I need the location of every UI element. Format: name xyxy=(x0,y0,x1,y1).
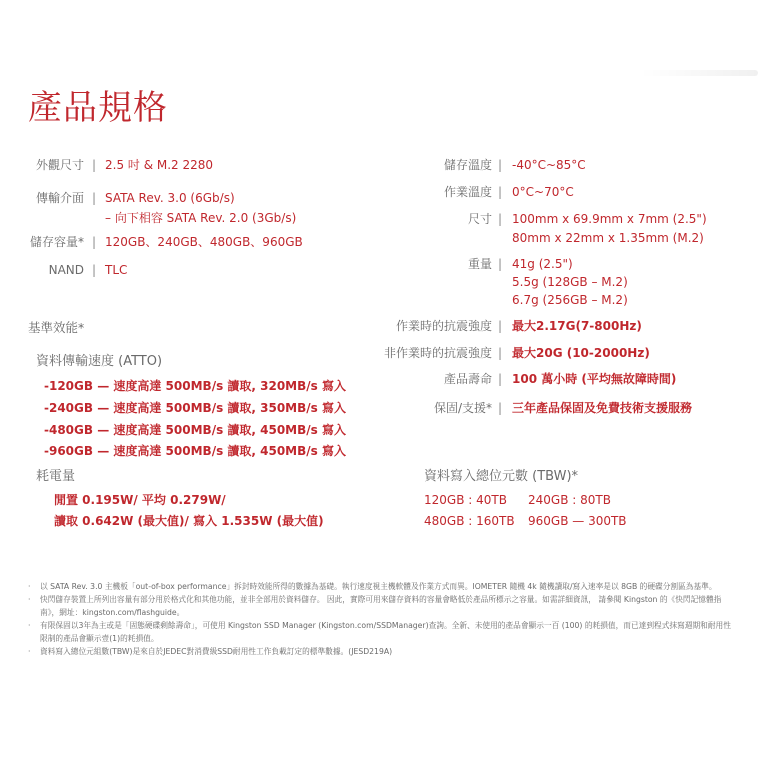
spec-row-interface-continuation xyxy=(0,208,380,228)
page-title: 產品規格 xyxy=(28,88,168,128)
footnotes xyxy=(28,580,736,658)
power-line: 閒置 0.195W/ 平均 0.279W/ xyxy=(54,493,226,507)
performance-line: -120GB — 速度高達 500MB/s 讀取, 320MB/s 寫入 xyxy=(44,379,346,393)
spec-row-shock-non-operating xyxy=(370,343,758,363)
tbw-heading: 資料寫入總位元數 (TBW)* xyxy=(424,469,579,484)
footnote xyxy=(28,645,736,658)
footnote xyxy=(28,619,736,645)
spec-row-form-factor xyxy=(0,155,380,175)
separator: | xyxy=(92,263,97,277)
spec-value: 三年產品保固及免費技術支援服務 xyxy=(512,401,693,415)
spec-value: 80mm x 22mm x 1.35mm (M.2) xyxy=(512,231,704,245)
tbw-value: 480GB : 160TB xyxy=(424,514,515,528)
spec-value: 100 萬小時 (平均無故障時間) xyxy=(512,372,677,386)
spec-label: 作業溫度 xyxy=(443,185,492,199)
spec-row-shock-operating xyxy=(370,316,758,336)
spec-value: SATA Rev. 3.0 (6Gb/s) xyxy=(105,191,235,205)
footnote-text: 資料寫入總位元組數(TBW)是來自於JEDEC對消費級SSD耐用性工作負載訂定的標準數據。(JESD219A) xyxy=(40,647,393,656)
spec-label: 非作業時的抗震強度 xyxy=(383,346,492,360)
spec-value: 0°C~70°C xyxy=(512,185,574,199)
bullet: · xyxy=(28,621,31,630)
bullet: · xyxy=(28,647,31,656)
spec-row-weight-line2 xyxy=(370,272,758,292)
footnote-text: 有限保固以3年為主或是「固態硬碟剩餘壽命」，可使用 Kingston SSD Manager (Kingston.com/SSDManager)查詢。全新、未使用的產品會顯示一百 (100) 的耗損值，而已達到程式抹寫週期和耐用性限制的產品會顯示壹(1)的耗損值。 xyxy=(40,621,731,643)
spec-label: 保固/支援* xyxy=(433,401,492,415)
spec-row-dimensions-line2 xyxy=(370,228,758,248)
spec-row-lifespan xyxy=(370,369,758,389)
separator: | xyxy=(498,346,503,360)
top-shadow-decoration xyxy=(640,70,758,76)
separator: | xyxy=(498,185,503,199)
spec-value: -40°C~85°C xyxy=(512,158,586,172)
performance-line: -480GB — 速度高達 500MB/s 讀取, 450MB/s 寫入 xyxy=(44,423,346,437)
performance-heading: 基準效能* xyxy=(28,320,85,335)
separator: | xyxy=(92,158,97,172)
spec-row-warranty xyxy=(370,398,758,418)
spec-label: 儲存容量* xyxy=(29,235,84,249)
spec-label: 儲存溫度 xyxy=(443,158,492,172)
power-heading: 耗電量 xyxy=(36,469,76,484)
spec-row-weight xyxy=(370,254,758,274)
performance-line: -960GB — 速度高達 500MB/s 讀取, 450MB/s 寫入 xyxy=(44,444,346,458)
spec-row-operating-temp xyxy=(370,182,758,202)
separator: | xyxy=(498,319,503,333)
footnote xyxy=(28,593,736,619)
separator: | xyxy=(92,191,97,205)
spec-value: 2.5 吋 & M.2 2280 xyxy=(105,158,214,172)
spec-value: 6.7g (256GB – M.2) xyxy=(512,293,628,307)
spec-value: 最大20G (10-2000Hz) xyxy=(512,346,650,360)
separator: | xyxy=(498,372,503,386)
footnote xyxy=(28,580,736,593)
separator: | xyxy=(498,401,503,415)
tbw-value: 960GB — 300TB xyxy=(528,514,627,528)
spec-label: 外觀尺寸 xyxy=(35,158,84,172)
spec-label: NAND xyxy=(48,263,84,277)
spec-value: 5.5g (128GB – M.2) xyxy=(512,275,628,289)
footnote-text: 快閃儲存裝置上所列出容量有部分用於格式化和其他功能，並非全部用於資料儲存。 因此，實際可用來儲存資料的容量會略低於產品所標示之容量。如需詳細資訊， 請參閱 Kingston 的《快閃記憶體指南》，網址：kingston.com/flashguide。 xyxy=(40,595,722,617)
performance-subheading: 資料傳輸速度 (ATTO) xyxy=(36,354,163,369)
spec-value: 120GB、240GB、480GB、960GB xyxy=(105,235,303,249)
spec-label: 作業時的抗震強度 xyxy=(395,319,492,333)
spec-label: 傳輸介面 xyxy=(35,191,84,205)
separator: | xyxy=(498,212,503,226)
spec-value: – 向下相容 SATA Rev. 2.0 (3Gb/s) xyxy=(105,211,297,225)
spec-value: 最大2.17G(7-800Hz) xyxy=(512,319,642,333)
footnote-text: 以 SATA Rev. 3.0 主機板「out-of-box performance」拆封時效能所得的數據為基礎。執行速度視主機軟體及作業方式而異。IOMETER 隨機 4k 隨機讀取/寫入速率是以 8GB 的硬碟分割區為基準。 xyxy=(40,582,717,591)
separator: | xyxy=(92,235,97,249)
spec-label: 重量 xyxy=(467,257,492,271)
spec-row-weight-line3 xyxy=(370,290,758,310)
spec-row-storage-temp xyxy=(370,155,758,175)
tbw-value: 240GB : 80TB xyxy=(528,493,611,507)
power-line: 讀取 0.642W (最大值)/ 寫入 1.535W (最大值) xyxy=(54,514,324,528)
spec-row-nand xyxy=(0,260,380,280)
spec-label: 產品壽命 xyxy=(443,372,492,386)
performance-line: -240GB — 速度高達 500MB/s 讀取, 350MB/s 寫入 xyxy=(44,401,346,415)
spec-value: TLC xyxy=(105,263,128,277)
bullet: · xyxy=(28,582,31,591)
tbw-value: 120GB : 40TB xyxy=(424,493,507,507)
spec-row-interface xyxy=(0,188,380,208)
spec-value: 100mm x 69.9mm x 7mm (2.5") xyxy=(512,212,707,226)
spec-label: 尺寸 xyxy=(467,212,492,226)
separator: | xyxy=(498,257,503,271)
spec-value: 41g (2.5") xyxy=(512,257,573,271)
spec-row-capacity xyxy=(0,232,380,252)
separator: | xyxy=(498,158,503,172)
bullet: · xyxy=(28,595,31,604)
spec-row-dimensions xyxy=(370,209,758,229)
